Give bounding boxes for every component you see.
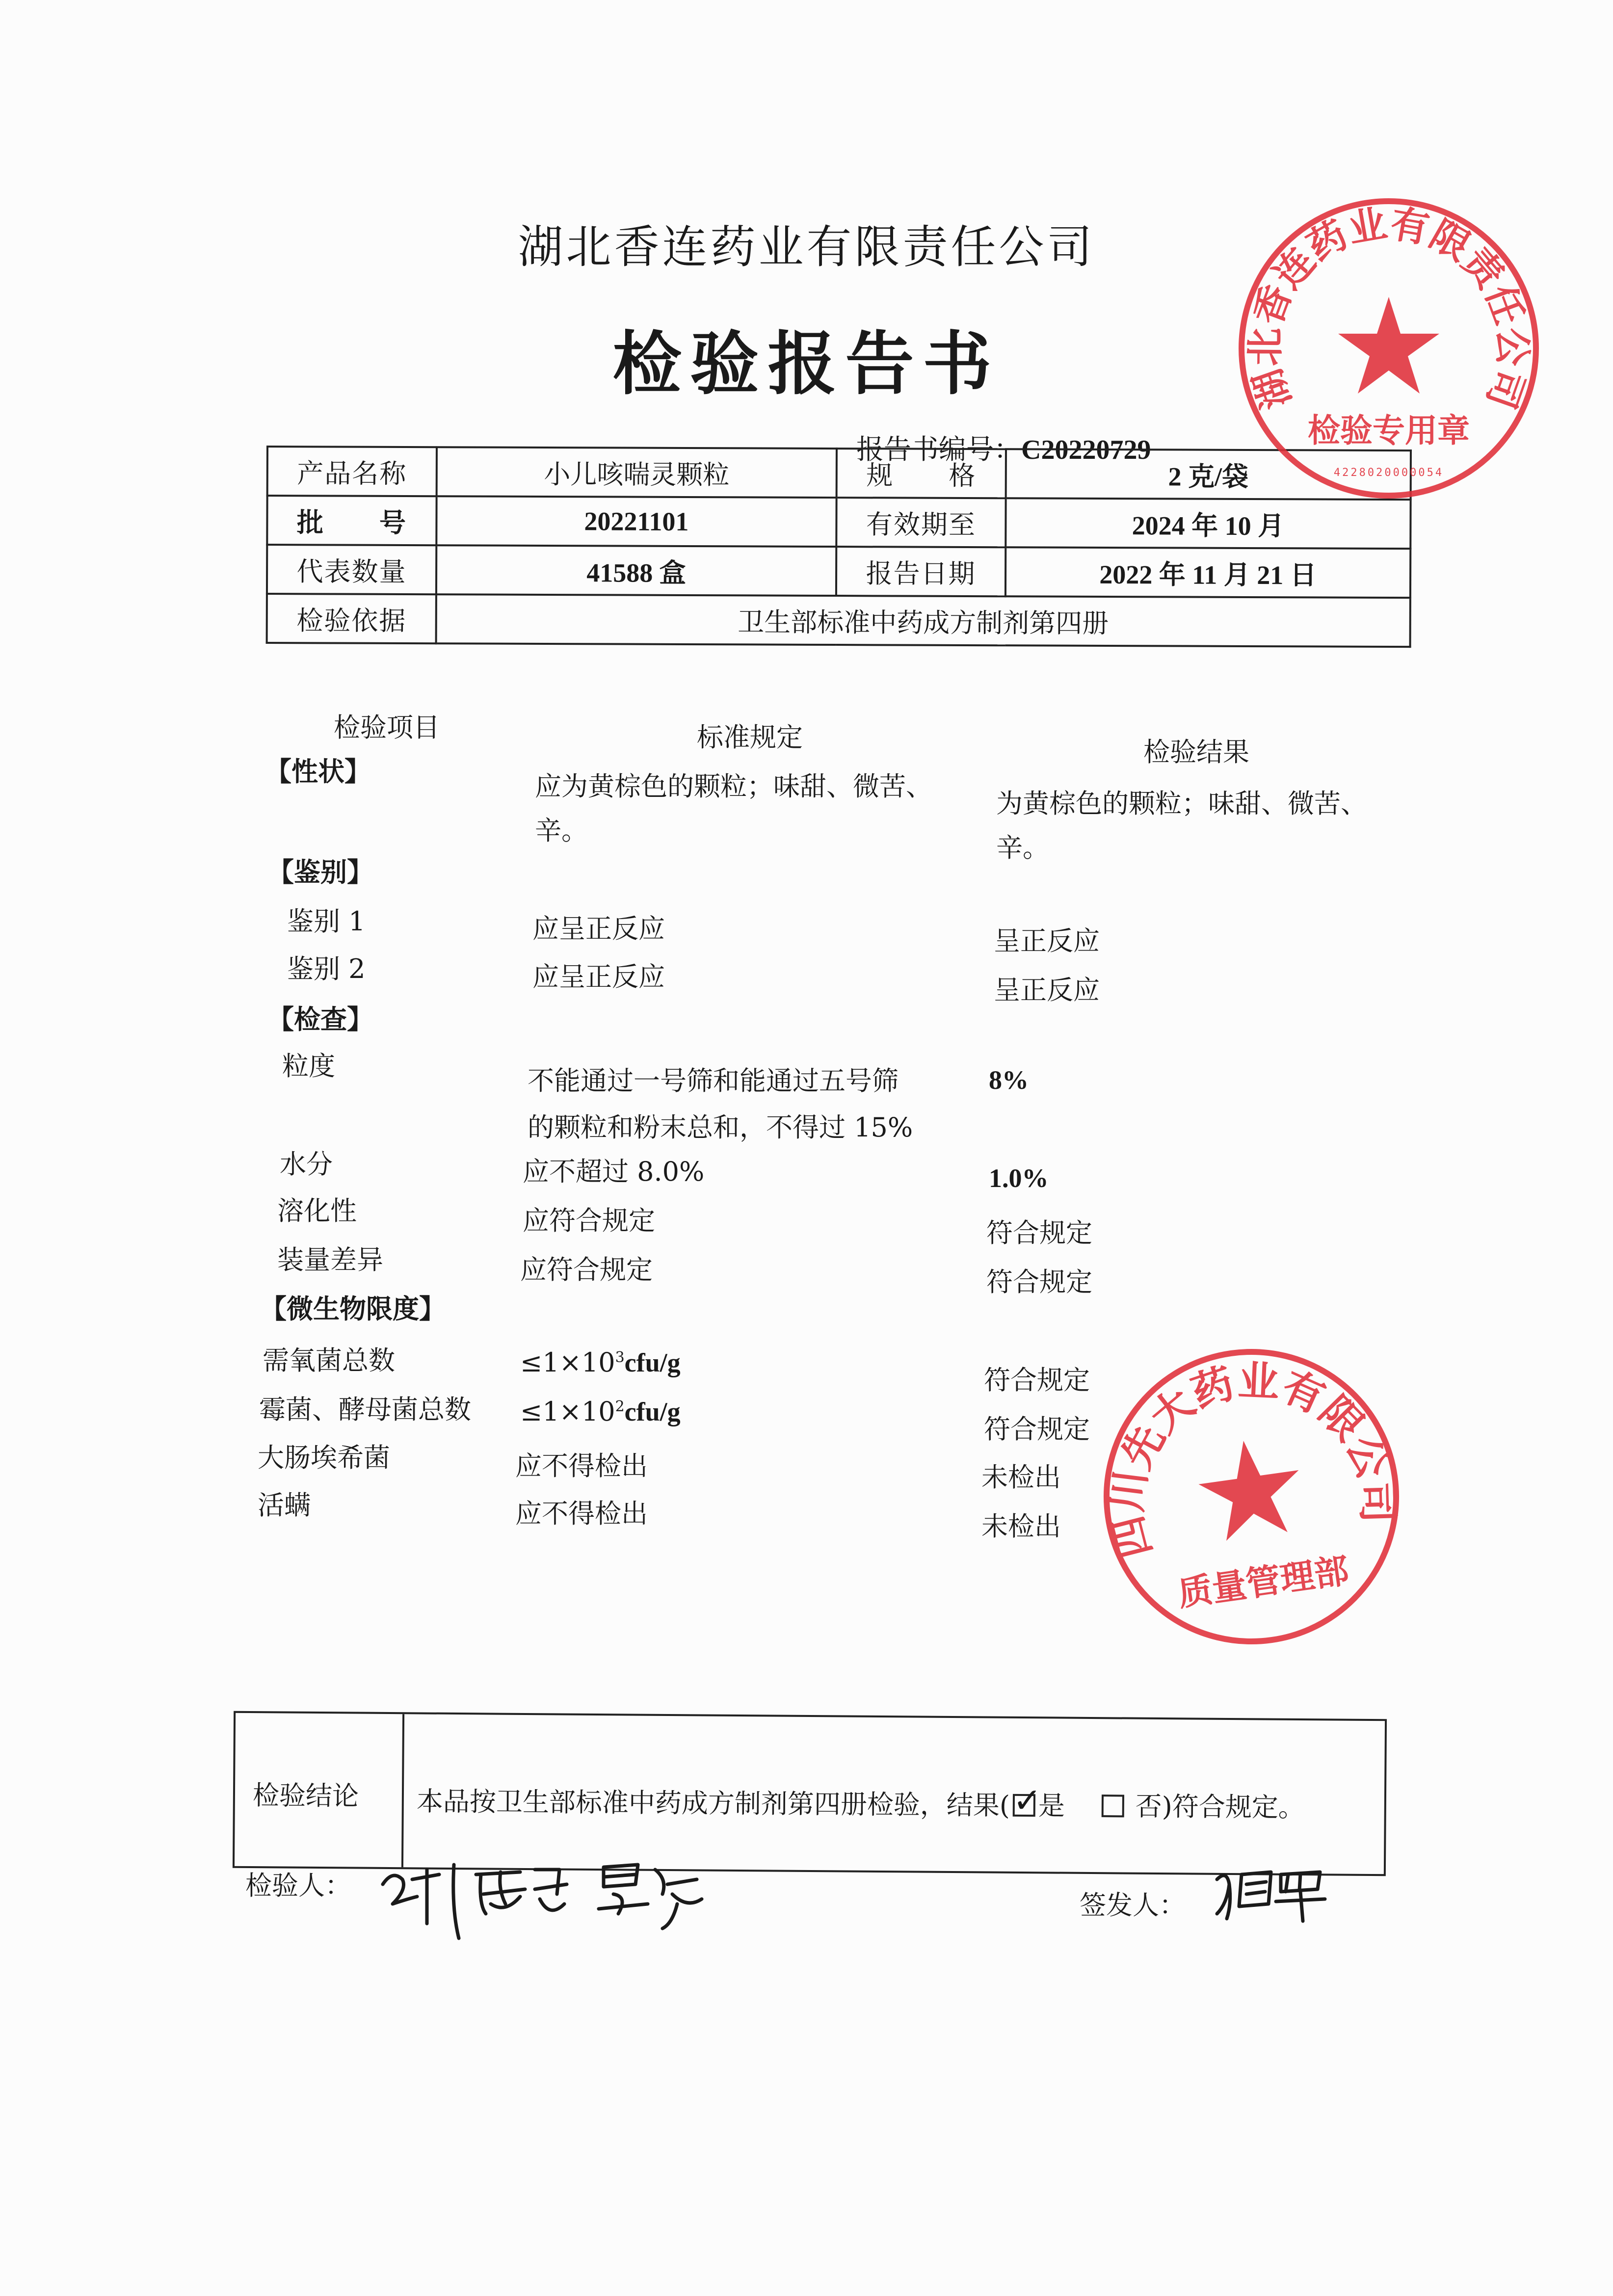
properties-standard-line1: 应为黄棕色的颗粒；味甜、微苦、 [535,771,932,802]
seal-2-department: 质量管理部 [1175,1550,1351,1614]
table-row [267,545,1410,598]
mold-yeast-item: 霉菌、酵母菌总数 [259,1394,471,1425]
properties-standard-line2: 辛。 [535,815,588,846]
ecoli-standard: 应不得检出 [515,1451,648,1481]
check-mark-icon: ✓ [1012,1780,1042,1821]
col-header-standard: 标准规定 [697,722,803,753]
ident1-item: 鉴别 1 [287,906,366,937]
mold-yeast-standard [520,1396,681,1427]
table-row [267,594,1410,647]
issuer-label: 签发人： [1080,1890,1186,1921]
no-option: 否)符合规定。 [1135,1791,1305,1823]
ident1-standard: 应呈正反应 [532,913,665,944]
seal-2-company: 四川先大药业有限公司 [1102,1356,1402,1563]
col-header-result: 检验结果 [1143,737,1249,767]
yes-checkbox [1012,1780,1042,1821]
solubility-result: 符合规定 [986,1217,1092,1248]
mold-std-exp: 2 [615,1398,625,1415]
conclusion-divider [401,1714,404,1867]
report-date-label: 报告日期 [836,547,1005,596]
moisture-result: 1.0% [989,1163,1049,1193]
no-checkbox [1101,1795,1124,1817]
batch-label: 批 号 [267,496,436,545]
expiry-label: 有效期至 [836,498,1005,547]
document-title: 检验报告书 [612,324,1001,404]
basis-value: 卫生部标准中药成方制剂第四册 [436,594,1410,647]
quantity-label: 代表数量 [267,545,436,594]
col-header-item: 检验项目 [334,712,440,743]
spec-label: 规 格 [837,449,1006,498]
report-date-value: 2022 年 11 月 21 日 [1005,547,1410,598]
fill-variation-result: 符合规定 [986,1267,1092,1297]
batch-value: 20221101 [436,496,836,547]
aerobic-std-unit: cfu/g [624,1348,681,1377]
ecoli-result: 未检出 [981,1462,1061,1493]
yes-option: 是 [1038,1790,1065,1821]
solubility-item: 溶化性 [277,1195,357,1226]
seal-1-code: 4228020000054 [1333,467,1444,479]
properties-heading: 【性状】 [265,756,371,787]
mite-item: 活螨 [258,1490,311,1521]
granularity-item: 粒度 [282,1051,335,1082]
aerobic-count-standard [520,1347,681,1378]
mold-yeast-result: 符合规定 [984,1414,1090,1445]
company-name: 湖北香连药业有限责任公司 [518,221,1095,273]
granularity-result: 8% [989,1065,1029,1095]
ident1-result: 呈正反应 [994,925,1100,956]
conclusion-label: 检验结论 [252,1780,359,1812]
ident2-standard: 应呈正反应 [532,961,665,992]
report-number-label: 报告书编号： [856,434,1021,466]
conclusion-text [417,1780,1305,1824]
aerobic-std-exp: 3 [615,1349,625,1366]
quality-seal [1094,1340,1408,1654]
spec-value: 2 克/袋 [1006,449,1411,500]
ident2-item: 鉴别 2 [287,953,366,984]
mite-result: 未检出 [981,1511,1061,1542]
ident2-result: 呈正反应 [994,975,1100,1005]
basis-label: 检验依据 [267,594,436,643]
inspector-signature [373,1850,716,1948]
moisture-standard: 应不超过 8.0% [523,1156,705,1187]
microbial-heading: 【微生物限度】 [260,1293,446,1324]
seal-1-company: 湖北香连药业有限责任公司 [1243,201,1534,415]
properties-result-line1: 为黄棕色的颗粒；味甜、微苦、 [996,788,1367,819]
report-number-value: C20220729 [1021,435,1151,465]
inspection-seal [1232,191,1546,505]
product-name-value: 小儿咳喘灵颗粒 [437,447,837,498]
inspector-label: 检验人： [245,1870,351,1901]
fill-variation-item: 装量差异 [277,1244,383,1275]
fill-variation-standard: 应符合规定 [520,1254,653,1285]
ecoli-item: 大肠埃希菌 [258,1442,390,1473]
aerobic-std-base: ≤1×10 [520,1347,615,1378]
seal-1-purpose: 检验专用章 [1308,412,1470,449]
mite-standard: 应不得检出 [515,1498,648,1529]
expiry-value: 2024 年 10 月 [1005,498,1410,549]
conclusion-text-main: 本品按卫生部标准中药成方制剂第四册检验，结果( [416,1786,1010,1821]
aerobic-count-item: 需氧菌总数 [263,1345,395,1376]
mold-std-base: ≤1×10 [520,1396,615,1427]
granularity-standard-line2: 的颗粒和粉末总和，不得过 15% [528,1112,913,1143]
properties-result-line2: 辛。 [996,832,1049,863]
identification-heading: 【鉴别】 [267,856,373,888]
solubility-standard: 应符合规定 [523,1205,655,1236]
product-name-label: 产品名称 [267,447,437,496]
granularity-standard-line1: 不能通过一号筛和能通过五号筛 [528,1065,899,1096]
aerobic-count-result: 符合规定 [984,1365,1090,1396]
issuer-signature [1207,1855,1335,1924]
quantity-value: 41588 盒 [436,545,836,596]
mold-std-unit: cfu/g [624,1397,681,1426]
check-heading: 【检查】 [267,1003,373,1035]
moisture-item: 水分 [280,1149,333,1180]
